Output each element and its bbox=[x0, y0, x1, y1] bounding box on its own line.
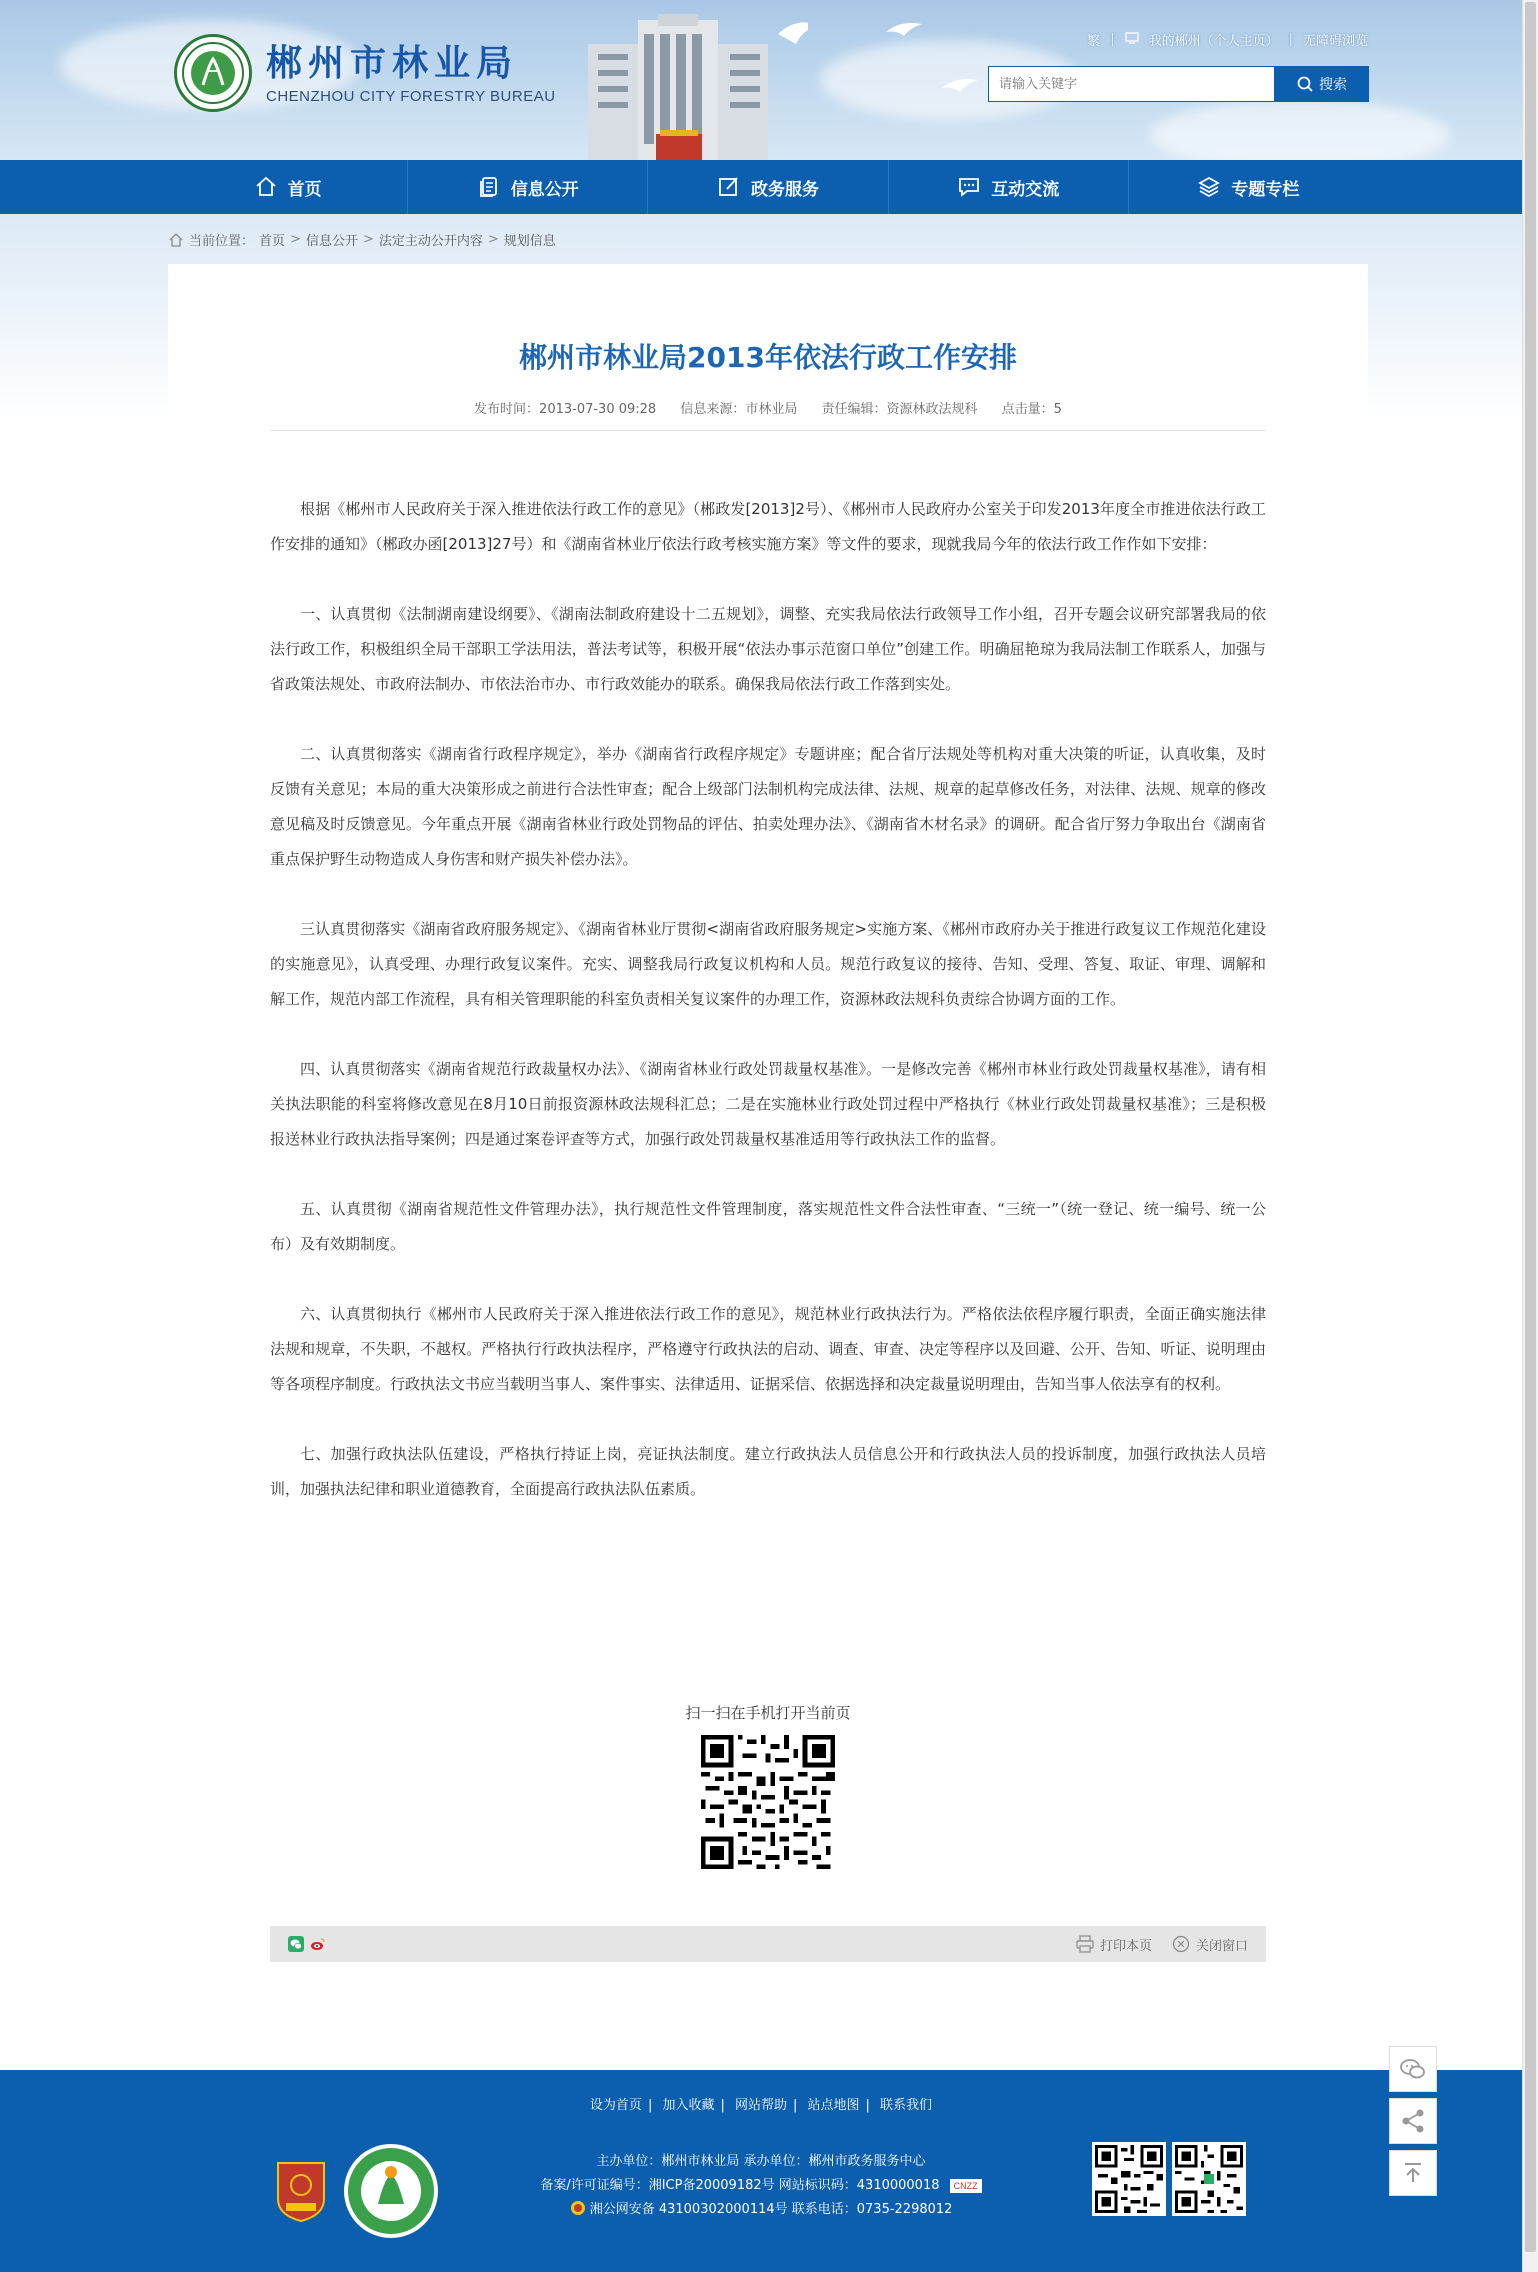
dove-icon-small bbox=[940, 76, 980, 96]
search-button-label: 搜索 bbox=[1319, 77, 1347, 93]
wechat-share-icon[interactable] bbox=[288, 1936, 304, 1952]
article-paragraph: 四、认真贯彻落实《湖南省规范行政裁量权办法》、《湖南省林业行政处罚裁量权基准》。一是修改完善《郴州市林业行政处罚裁量权基准》，请有相关执法职能的科室将修改意见在8月10日前报资源林政法规科汇总；二是在实施林业行政处罚过程中严格执行《林业行政处罚裁量权基准》；三是积极报送林业行政执法指导案例；四是通过案卷评查等方式，加强行政处罚裁量权基准适用等行政执法工作的监督。 bbox=[270, 1060, 1266, 1148]
print-page-label: 打印本页 bbox=[1099, 1938, 1152, 1954]
footer-link-set-homepage[interactable]: 设为首页 bbox=[589, 2098, 642, 2113]
footer-links: 设为首页 | 加入收藏 | 网站帮助 | 站点地图 | 联系我们 bbox=[589, 2098, 933, 2113]
site-name-cn: 郴州市林业局 bbox=[266, 42, 519, 84]
close-circle-icon bbox=[1172, 1935, 1190, 1953]
page-qr-code bbox=[701, 1735, 835, 1869]
edit-icon bbox=[717, 175, 741, 199]
qr-label: 扫一扫在手机打开当前页 bbox=[685, 1704, 851, 1722]
accessible-browse-link[interactable]: 无障碍浏览 bbox=[1302, 34, 1368, 49]
cnzz-badge[interactable]: CNZZ bbox=[950, 2179, 982, 2193]
view-count: 点击量：5 bbox=[1001, 402, 1062, 417]
article-paragraph: 根据《郴州市人民政府关于深入推进依法行政工作的意见》（郴政发[2013]2号）、《郴州市人民政府办公室关于印发2013年度全市推进依法行政工作安排的通知》（郴政办函[2013]27号）和《湖南省林业厅依法行政考核实施方案》等文件的要求，现就我局今年的依法行政工作作如下安排： bbox=[270, 500, 1266, 553]
breadcrumb-item-info-disclosure[interactable]: 信息公开 bbox=[305, 234, 358, 249]
home-icon bbox=[254, 175, 278, 199]
floating-wechat-button[interactable] bbox=[1389, 2046, 1437, 2092]
footer-police[interactable]: 湘公网安备 43100302000114号 联系电话：0735-2298012 bbox=[589, 2202, 953, 2217]
nav-item-special-topics[interactable] bbox=[1129, 160, 1368, 214]
site-header bbox=[0, 0, 1522, 160]
breadcrumb-item-home[interactable]: 首页 bbox=[259, 234, 286, 249]
breadcrumb-item-planning-info[interactable]: 规划信息 bbox=[503, 234, 556, 249]
nav-item-interaction[interactable] bbox=[889, 160, 1129, 214]
dove-icon bbox=[884, 20, 924, 40]
breadcrumb bbox=[168, 230, 556, 249]
article-paragraph: 七、加强行政执法队伍建设，严格执行持证上岗，亮证执法制度。建立行政执法人员信息公开和行政执法人员的投诉制度，加强行政执法人员培训，加强执法纪律和职业道德教育，全面提高行政执法队伍素质。 bbox=[270, 1445, 1266, 1498]
site-logo[interactable] bbox=[174, 34, 556, 112]
floating-back-to-top-button[interactable] bbox=[1389, 2150, 1437, 2196]
police-badge-icon bbox=[570, 2200, 586, 2216]
share-icon bbox=[1400, 2108, 1426, 2134]
footer-link-sitemap[interactable]: 站点地图 bbox=[807, 2098, 860, 2113]
info-source: 信息来源：市林业局 bbox=[680, 402, 798, 417]
home-icon bbox=[168, 232, 184, 248]
article-title: 郴州市林业局2013年依法行政工作安排 bbox=[519, 341, 1017, 374]
article-card bbox=[168, 264, 1368, 1990]
search-box bbox=[988, 66, 1369, 102]
nav-item-label: 专题专栏 bbox=[1231, 179, 1300, 200]
traditional-chinese-link[interactable]: 繁 bbox=[1087, 34, 1101, 49]
article-meta bbox=[168, 398, 1368, 417]
document-icon bbox=[477, 175, 501, 199]
back-to-top-icon bbox=[1401, 2161, 1425, 2185]
breadcrumb-separator: > bbox=[290, 232, 301, 247]
article-paragraph: 二、认真贯彻落实《湖南省行政程序规定》，举办《湖南省行政程序规定》专题讲座；配合省厅法规处等机构对重大决策的听证，认真收集，及时反馈有关意见；本局的重大决策形成之前进行合法性审查；配合上级部门法制机构完成法律、法规、规章的起草修改任务，对法律、法规、规章的修改意见稿及时反馈意见。今年重点开展《湖南省林业行政处罚物品的评估、拍卖处理办法》、《湖南省木材名录》的调研。配合省厅努力争取出台《湖南省重点保护野生动物造成人身伤害和财产损失补偿办法》。 bbox=[270, 745, 1266, 868]
footer-link-add-favorite[interactable]: 加入收藏 bbox=[662, 2098, 715, 2113]
search-input[interactable] bbox=[988, 66, 1275, 102]
footer-police-line bbox=[0, 2198, 1522, 2222]
layers-icon bbox=[1197, 175, 1221, 199]
page-scrollbar[interactable] bbox=[1522, 0, 1538, 2272]
site-footer bbox=[0, 2070, 1522, 2272]
footer-info bbox=[0, 2150, 1522, 2222]
close-window-button[interactable] bbox=[1172, 1935, 1248, 1954]
floating-share-button[interactable] bbox=[1389, 2098, 1437, 2144]
top-link-separator: | bbox=[1110, 32, 1115, 47]
nav-item-label: 首页 bbox=[287, 179, 322, 200]
publish-time: 发布时间：2013-07-30 09:28 bbox=[474, 402, 657, 417]
footer-sponsor: 主办单位：郴州市林业局 承办单位：郴州市政务服务中心 bbox=[596, 2154, 926, 2169]
weibo-share-icon[interactable] bbox=[310, 1936, 326, 1952]
footer-qr-code-wechat bbox=[1092, 2142, 1166, 2216]
page-qr-section bbox=[168, 1702, 1368, 1873]
print-page-button[interactable] bbox=[1076, 1935, 1152, 1954]
floating-toolbar bbox=[1389, 2046, 1437, 2202]
building-illustration bbox=[548, 14, 808, 160]
top-links bbox=[1087, 30, 1368, 49]
nav-item-label: 互动交流 bbox=[991, 179, 1060, 200]
footer-qr-code-app bbox=[1172, 2142, 1246, 2216]
my-chenzhou-link[interactable]: 我的郴州（个人主页） bbox=[1148, 34, 1279, 49]
article-paragraph: 一、认真贯彻《法制湖南建设纲要》、《湖南法制政府建设十二五规划》，调整、充实我局依法行政领导工作小组，召开专题会议研究部署我局的依法行政工作，积极组织全局干部职工学法用法，普法考试等，积极开展“依法办事示范窗口单位”创建工作。明确屈艳琼为我局法制工作联系人，加强与省政策法规处、市政府法制办、市依法治市办、市行政效能办的联系。确保我局依法行政工作落到实处。 bbox=[270, 605, 1266, 693]
nav-item-label: 政务服务 bbox=[751, 179, 819, 200]
article-paragraph: 六、认真贯彻执行《郴州市人民政府关于深入推进依法行政工作的意见》，规范林业行政执法行为。严格依法依程序履行职责，全面正确实施法律法规和规章，不失职，不越权。严格执行行政执法程序，严格遵守行政执法的启动、调查、审查、决定等程序以及回避、公开、告知、听证、说明理由等各项程序制度。行政执法文书应当载明当事人、案件事实、法律适用、证据采信、依据选择和决定裁量说明理由，告知当事人依法享有的权利。 bbox=[270, 1305, 1266, 1393]
breadcrumb-prefix: 当前位置： bbox=[189, 234, 255, 249]
wechat-icon bbox=[1399, 2057, 1427, 2081]
nav-item-info-disclosure[interactable] bbox=[408, 160, 648, 214]
article-paragraph: 三认真贯彻落实《湖南省政府服务规定》、《湖南省林业厅贯彻<湖南省政府服务规定>实施方案、《郴州市政府办关于推进行政复议工作规范化建设的实施意见》，认真受理、办理行政复议案件。充实、调整我局行政复议机构和人员。规范行政复议的接待、告知、受理、答复、取证、审理、调解和解工作，规范内部工作流程，具有相关管理职能的科室负责相关复议案件的办理工作，资源林政法规科负责综合协调方面的工作。 bbox=[270, 920, 1266, 1008]
responsible-editor: 责任编辑：资源林政法规科 bbox=[821, 402, 978, 417]
share-bar bbox=[270, 1926, 1266, 1962]
footer-link-contact[interactable]: 联系我们 bbox=[880, 2098, 933, 2113]
close-window-label: 关闭窗口 bbox=[1195, 1938, 1248, 1954]
article-paragraph: 五、认真贯彻《湖南省规范性文件管理办法》，执行规范性文件管理制度，落实规范性文件合法性审查、“三统一”（统一登记、统一编号、统一公布）及有效期制度。 bbox=[270, 1200, 1266, 1253]
breadcrumb-item-statutory-content[interactable]: 法定主动公开内容 bbox=[378, 234, 483, 249]
footer-icp[interactable]: 备案/许可证编号：湘ICP备20009182号 网站标识码：4310000018 bbox=[540, 2178, 940, 2193]
article-body bbox=[270, 492, 1266, 1542]
page-scrollbar-thumb[interactable] bbox=[1525, 2, 1536, 2252]
nav-item-home[interactable] bbox=[168, 160, 408, 214]
top-link-separator: | bbox=[1288, 32, 1293, 47]
nav-item-label: 信息公开 bbox=[510, 179, 579, 200]
footer-icp-line bbox=[0, 2174, 1522, 2198]
nav-item-gov-services[interactable] bbox=[648, 160, 888, 214]
search-button[interactable] bbox=[1275, 66, 1369, 102]
printer-icon bbox=[1076, 1935, 1094, 1953]
footer-qr-codes bbox=[1092, 2142, 1246, 2216]
chat-icon bbox=[957, 175, 981, 199]
main-nav bbox=[0, 160, 1522, 214]
bureau-emblem-icon bbox=[174, 34, 252, 112]
footer-link-help[interactable]: 网站帮助 bbox=[734, 2098, 787, 2113]
title-divider bbox=[270, 430, 1266, 431]
breadcrumb-separator: > bbox=[487, 232, 499, 247]
breadcrumb-separator: > bbox=[362, 232, 374, 247]
monitor-icon bbox=[1125, 32, 1139, 48]
search-icon bbox=[1297, 76, 1313, 92]
site-name-en: CHENZHOU CITY FORESTRY BUREAU bbox=[266, 87, 556, 105]
